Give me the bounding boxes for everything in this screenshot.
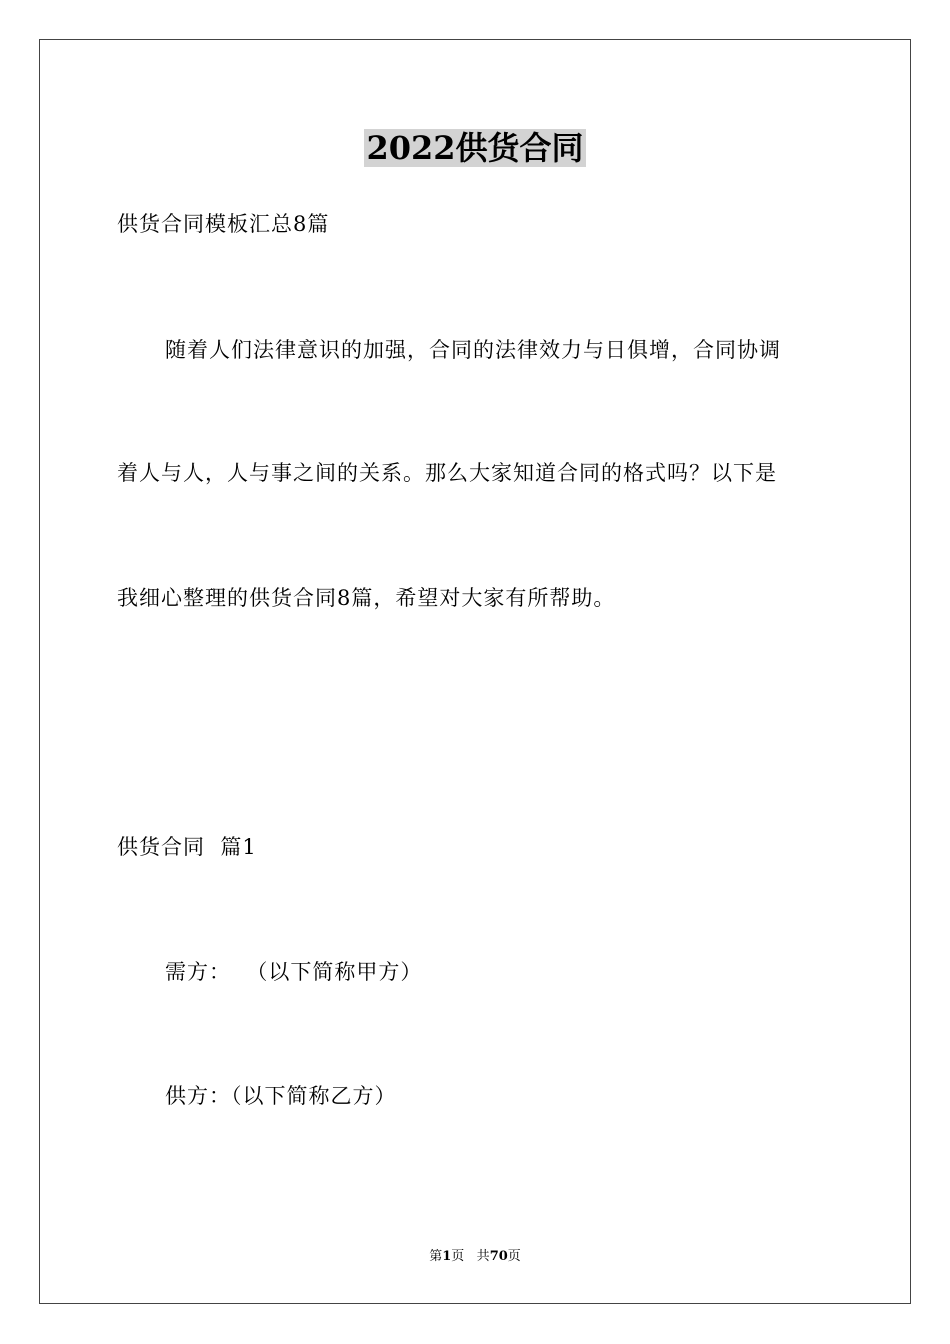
- section-heading: 供货合同 篇1: [117, 835, 257, 859]
- page-footer: [0, 1248, 950, 1266]
- footer-page-number: 1: [442, 1249, 452, 1264]
- intro-line-3: 我细心整理的供货合同8篇，希望对大家有所帮助。: [117, 586, 616, 610]
- document-subtitle: 供货合同模板汇总8篇: [117, 212, 330, 236]
- footer-total-pages: 70: [489, 1249, 508, 1264]
- footer-total-prefix: 共: [476, 1249, 490, 1264]
- footer-page-prefix: 第: [429, 1249, 443, 1264]
- footer-total-suffix: 页: [507, 1249, 521, 1264]
- document-title: [0, 128, 950, 168]
- intro-line-2: 着人与人，人与事之间的关系。那么大家知道合同的格式吗？以下是: [117, 461, 777, 485]
- party-demand: 需方： （以下简称甲方）: [165, 960, 423, 984]
- party-supply: 供方：（以下简称乙方）: [165, 1084, 397, 1108]
- intro-line-1: 随着人们法律意识的加强，合同的法律效力与日俱增，合同协调: [165, 338, 781, 362]
- footer-page-suffix: 页: [451, 1249, 465, 1264]
- document-title-text: 2022供货合同: [366, 129, 584, 167]
